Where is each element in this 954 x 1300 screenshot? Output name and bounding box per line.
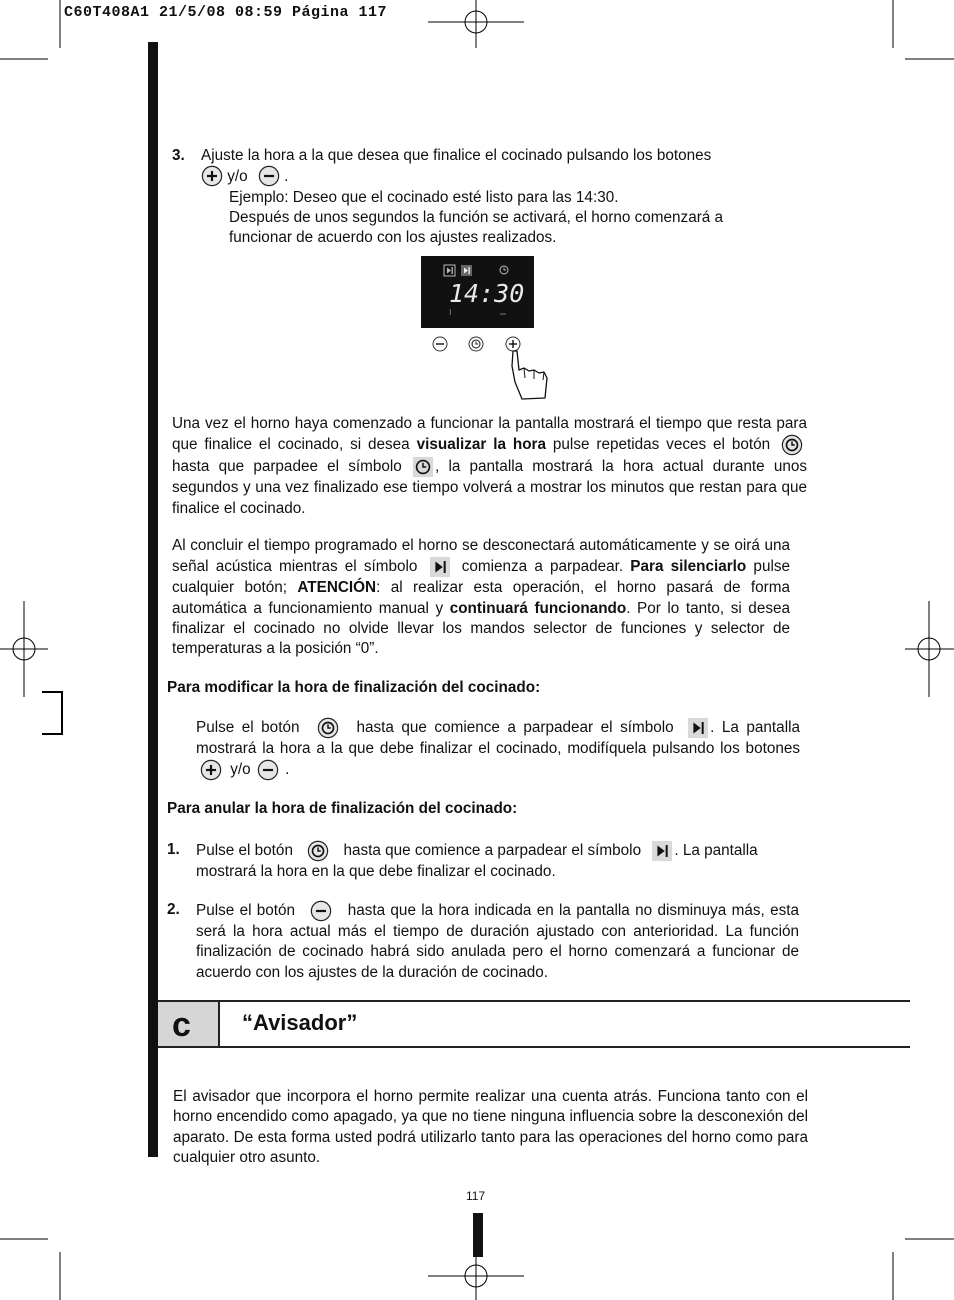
bottom-bar (473, 1213, 483, 1257)
modify-heading: Para modificar la hora de finalización del cocinado: (167, 679, 541, 696)
clock-symbol-icon (412, 456, 434, 478)
step3-after2: funcionar de acuerdo con los ajustes realizados. (229, 229, 557, 247)
oven-display-figure (418, 254, 558, 404)
clock-button-icon (781, 434, 803, 456)
section-letter-box (158, 1002, 220, 1046)
paragraph-end-of-cooking: Al concluir el tiempo programado el horno se desconectará automáticamente y se oirá una señal acústica mientras el símbolo comienza a parpadear. Para silenciarlo pulse cualquier botón; ATENCIÓN: al realizar esta operación, el horno pasará de forma automática a funcionamiento manual y continuará funcionando. Por lo tanto, si desea finalizar el cocinado no olvide llevar los mandos selector de funciones y selector de temperaturas a la posición “0”. (172, 537, 791, 658)
page-number: 117 (466, 1189, 486, 1203)
clock-button-icon (317, 717, 339, 739)
section-letter: c (172, 1006, 191, 1044)
end-time-symbol-icon (687, 717, 709, 739)
cancel-item-1: Pulse el botón hasta que comience a parpadear el símbolo . La pantalla mostrará la hora en la que debe finalizar el cocinado. (196, 840, 806, 882)
section-header-avisador (158, 1000, 910, 1048)
step3-example: Ejemplo: Deseo que el cocinado esté listo para las 14:30. (229, 188, 619, 206)
step3-line1: Ajuste la hora a la que desea que finalice el cocinado pulsando los botones (201, 147, 712, 164)
duration-icon (461, 265, 472, 276)
minus-icon (258, 165, 280, 187)
item-number: 1. (167, 841, 180, 858)
minus-button-icon (310, 900, 332, 922)
display-time: 14:30 (449, 279, 525, 308)
step3-buttons-line: y/o . (201, 167, 812, 187)
avisador-paragraph: El avisador que incorpora el horno permite realizar una cuenta atrás. Funciona tanto con el horno encendido como apagado, ya que no tiene ninguna influencia sobre la desconexión del aparato. De esta forma usted podrá utilizarlo tanto para las operaciones del horno como para cualquier otro asunto. (173, 1088, 808, 1166)
print-header: C60T408A1 21/5/08 08:59 Página 117 (64, 4, 388, 21)
minus-button-icon (257, 759, 279, 781)
cancel-heading: Para anular la hora de finalización del cocinado: (167, 800, 518, 817)
plus-icon (201, 165, 223, 187)
plus-button-icon (200, 759, 222, 781)
end-time-symbol-icon (429, 556, 451, 578)
paragraph-display-time: Una vez el horno haya comenzado a funcionar la pantalla mostrará el tiempo que resta para que finalice el cocinado, si desea visualizar la hora pulse repetidas veces el botón hasta que parpadee el símbolo , la pantalla mostrará la hora actual durante unos segundos y una vez finalizado ese tiempo volverá a mostrar los minutos que restan para que finalice el cocinado. (172, 415, 807, 517)
minus-button[interactable] (433, 337, 447, 351)
pointing-hand-icon (512, 351, 547, 399)
item-number: 2. (167, 901, 180, 918)
section-title: “Avisador” (242, 1010, 358, 1035)
plus-button[interactable] (506, 337, 520, 351)
cancel-item-2: Pulse el botón hasta que la hora indicada en la pantalla no disminuya más, esta será la hora actual más el tiempo de duración ajustado con anterioridad. La función finalización de cocinado habrá sido anulada pero el horno comenzará a funcionar de acuerdo con los ajustes de la duración de cocinado. (196, 900, 799, 983)
clock-button[interactable] (469, 337, 483, 351)
end-time-symbol-icon (651, 840, 673, 862)
step3-after1: Después de unos segundos la función se activará, el horno comenzará a (229, 208, 724, 226)
side-bar (148, 42, 158, 1157)
step-number: 3. (172, 147, 185, 164)
clock-button-icon (307, 840, 329, 862)
modify-paragraph: Pulse el botón hasta que comience a parpadear el símbolo . La pantalla mostrará la hora a la que debe finalizar el cocinado, modifíquela pulsando los botones y/o . (196, 717, 800, 781)
